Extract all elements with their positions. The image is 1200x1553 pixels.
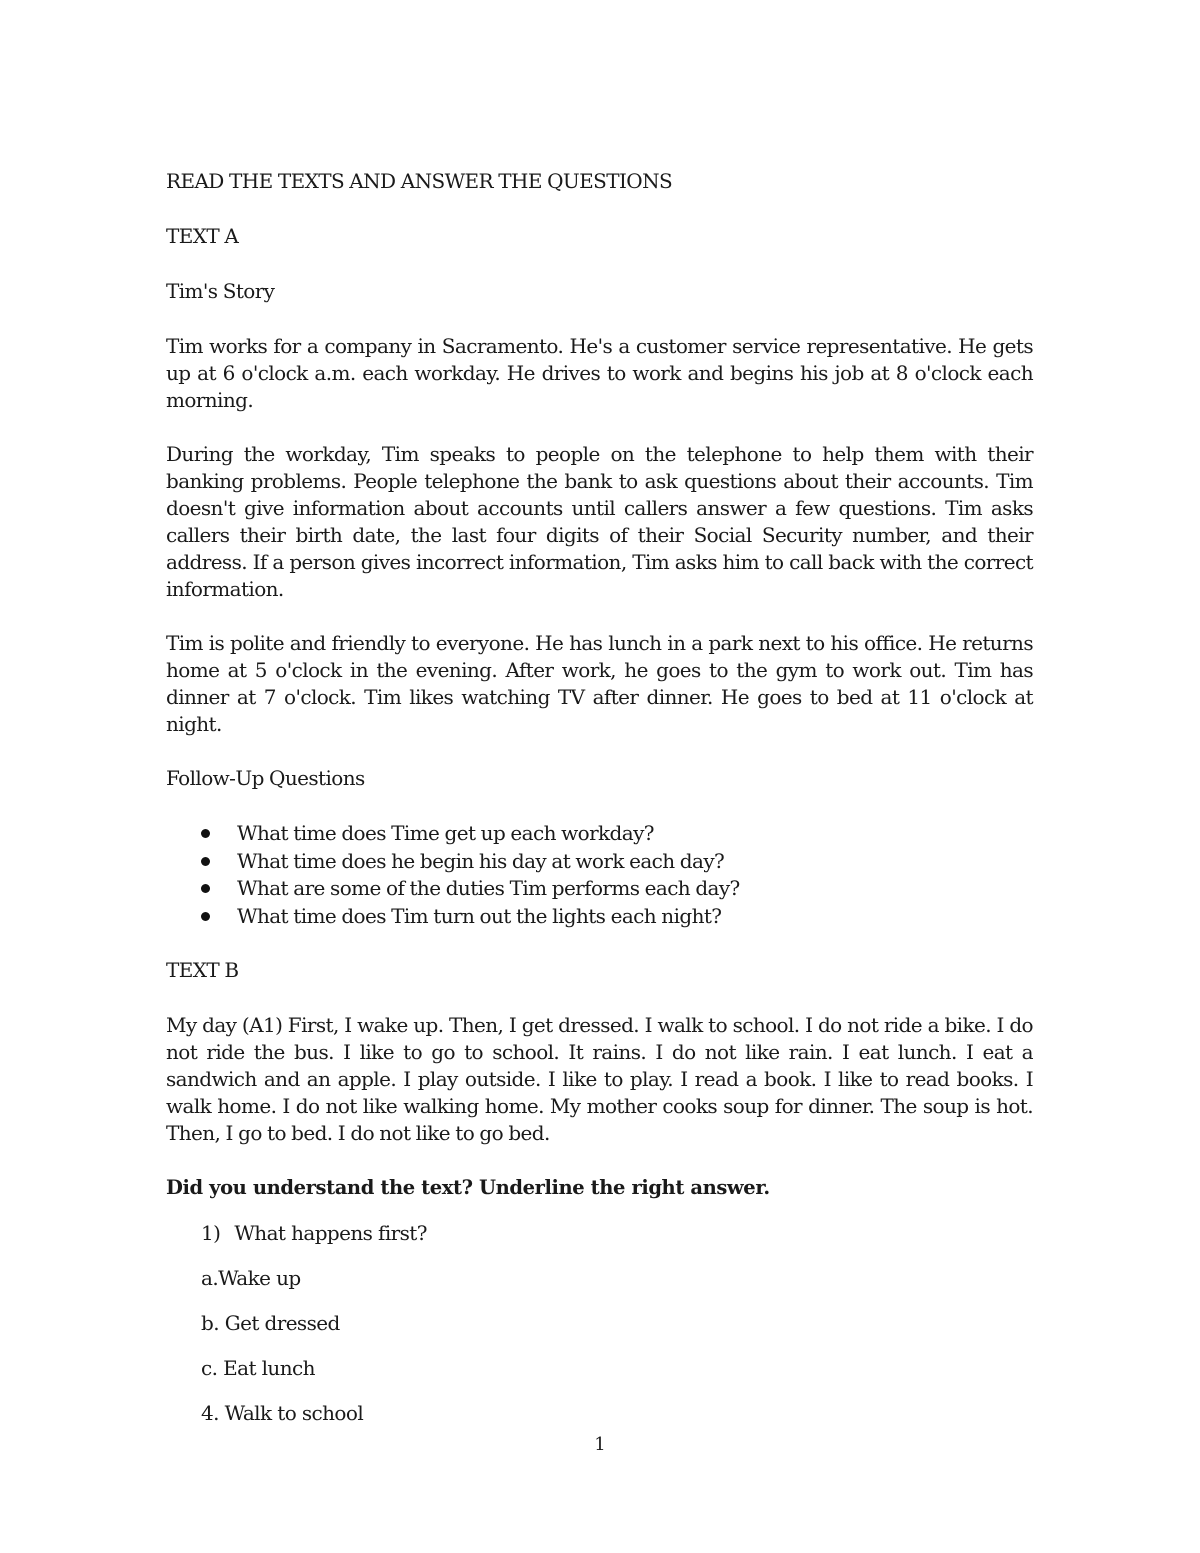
question-number: 1) bbox=[201, 1221, 221, 1245]
list-item bbox=[166, 848, 1033, 876]
question-line bbox=[166, 1220, 1033, 1247]
followup-question: What time does Time get up each workday? bbox=[237, 821, 654, 845]
answer-option-b: b. Get dressed bbox=[201, 1311, 340, 1335]
followup-question: What are some of the duties Tim performs each day? bbox=[237, 876, 740, 900]
followup-question: What time does he begin his day at work each day? bbox=[237, 848, 725, 873]
text-a-paragraph-3: Tim is polite and friendly to everyone. He has lunch in a park next to his office. He returns home at 5 o'clock in the evening. After work, he goes to the gym to work out. Tim has dinner at 7 o'clock. Tim likes watching TV after dinner. He goes to bed at 11 o'clock at night. bbox=[166, 631, 1033, 736]
followup-heading: Follow-Up Questions bbox=[166, 766, 365, 790]
answer-option-a: a.Wake up bbox=[201, 1266, 301, 1290]
story-title: Tim's Story bbox=[166, 279, 275, 303]
question-text: What happens first? bbox=[234, 1221, 427, 1245]
text-a-paragraph-2: During the workday, Tim speaks to people on the telephone to help them with their banking problems. People telephone the bank to ask questions about their accounts. Tim doesn't give information about accounts until callers answer a few questions. Tim asks callers their birth date, the last four digits of their Social Security number, and their address. If a person gives incorrect information, Tim asks him to call back with the correct information. bbox=[166, 442, 1033, 601]
text-b-label: TEXT B bbox=[166, 958, 239, 982]
bullet-icon bbox=[201, 829, 210, 838]
bullet-icon bbox=[201, 857, 210, 866]
list-item bbox=[166, 903, 1033, 931]
list-item bbox=[166, 875, 1033, 903]
answer-option-c: c. Eat lunch bbox=[201, 1356, 315, 1380]
text-a-label: TEXT A bbox=[166, 224, 239, 248]
instruction: Did you understand the text? Underline the right answer. bbox=[166, 1176, 770, 1199]
bullet-icon bbox=[201, 912, 210, 921]
document-page bbox=[166, 168, 1033, 1445]
text-a-paragraph-1: Tim works for a company in Sacramento. He's a customer service representative. He gets up at 6 o'clock a.m. each workday. He drives to work and begins his job at 8 o'clock each morning. bbox=[166, 334, 1033, 412]
followup-question-list bbox=[166, 820, 1033, 930]
list-item bbox=[166, 820, 1033, 848]
bullet-icon bbox=[201, 884, 210, 893]
document-title: READ THE TEXTS AND ANSWER THE QUESTIONS bbox=[166, 169, 673, 193]
text-b-paragraph: My day (A1) First, I wake up. Then, I get dressed. I walk to school. I do not ride a bike. I do not ride the bus. I like to go to school. It rains. I do not like rain. I eat lunch. I eat a sandwich and an apple. I play outside. I like to play. I read a book. I like to read books. I walk home. I do not like walking home. My mother cooks soup for dinner. The soup is hot. Then, I go to bed. I do not like to go bed. bbox=[166, 1013, 1033, 1145]
page-number: 1 bbox=[594, 1434, 606, 1455]
answer-option-d: 4. Walk to school bbox=[201, 1401, 364, 1425]
followup-question: What time does Tim turn out the lights each night? bbox=[237, 903, 722, 928]
